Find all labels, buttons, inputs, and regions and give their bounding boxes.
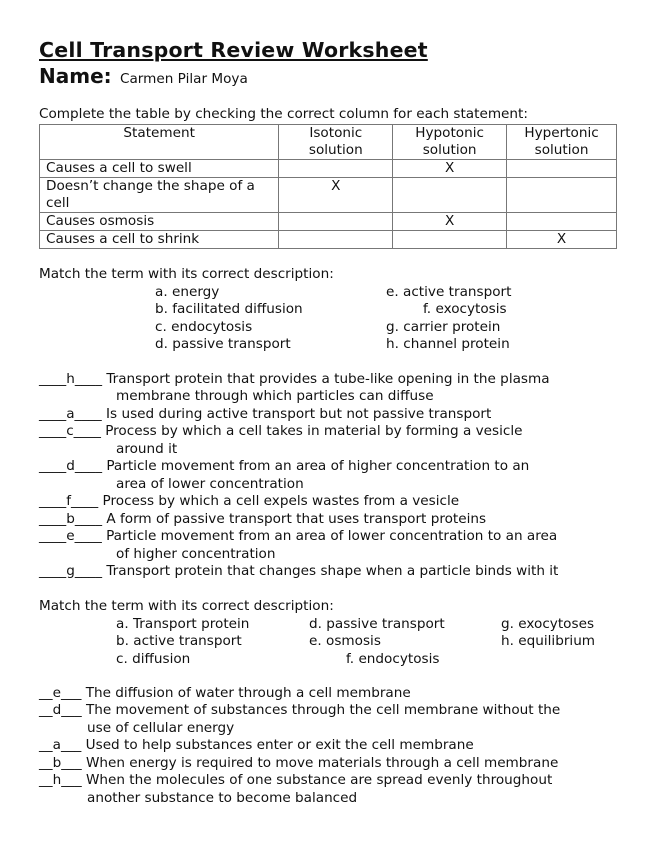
row-statement: Causes a cell to swell <box>40 160 279 178</box>
answer-blank[interactable]: d <box>52 702 62 718</box>
item-text: Is used during active transport but not passive transport <box>106 406 492 422</box>
row-isotonic-mark[interactable] <box>279 231 393 249</box>
item-text: The diffusion of water through a cell membrane <box>85 685 411 701</box>
item-text-continued: area of lower concentration <box>116 476 304 492</box>
item-text-continued: of higher concentration <box>116 546 276 562</box>
table-row <box>40 231 617 249</box>
term-list-item: c. diffusion <box>116 651 191 667</box>
item-text: Particle movement from an area of lower concentration to an area <box>106 528 558 544</box>
part1-instruction: Complete the table by checking the correct column for each statement: <box>39 106 528 122</box>
row-hypertonic-mark[interactable]: X <box>507 231 617 249</box>
list-item: __e___ The diffusion of water through a cell membrane <box>39 685 411 701</box>
term-list-item: c. endocytosis <box>155 319 253 335</box>
row-hypotonic-mark[interactable] <box>393 231 507 249</box>
row-hypertonic-mark[interactable] <box>507 213 617 231</box>
list-item: ____h____ Transport protein that provides a tube-like opening in the plasma <box>39 371 550 387</box>
term-list-item: a. Transport protein <box>116 616 250 632</box>
part3-instruction: Match the term with its correct description: <box>39 598 334 614</box>
header-hypertonic: Hypertonic solution <box>507 125 617 160</box>
row-hypotonic-mark[interactable] <box>393 178 507 213</box>
solution-table <box>39 124 617 249</box>
list-item: ____b____ A form of passive transport that uses transport proteins <box>39 511 487 527</box>
item-text: Particle movement from an area of higher concentration to an <box>106 458 530 474</box>
name-label: Name: <box>39 64 112 88</box>
table-row <box>40 160 617 178</box>
term-list-item: d. passive transport <box>155 336 291 352</box>
table-row <box>40 213 617 231</box>
list-item: ____f____ Process by which a cell expels wastes from a vesicle <box>39 493 460 509</box>
row-hypotonic-mark[interactable]: X <box>393 213 507 231</box>
row-isotonic-mark[interactable] <box>279 213 393 231</box>
answer-blank[interactable]: d <box>66 458 75 474</box>
item-text-continued: around it <box>116 441 178 457</box>
row-hypotonic-mark[interactable]: X <box>393 160 507 178</box>
part2-instruction: Match the term with its correct description: <box>39 266 334 282</box>
row-statement: Doesn’t change the shape of a cell <box>40 178 279 213</box>
list-item: __h___ When the molecules of one substance are spread evenly throughout <box>39 772 553 788</box>
answer-blank[interactable]: h <box>52 772 62 788</box>
row-statement: Causes osmosis <box>40 213 279 231</box>
answer-blank[interactable]: h <box>66 371 75 387</box>
worksheet-title: Cell Transport Review Worksheet <box>39 38 428 62</box>
answer-blank[interactable]: b <box>66 511 75 527</box>
item-text: A form of passive transport that uses transport proteins <box>106 511 487 527</box>
answer-blank[interactable]: a <box>52 737 61 753</box>
term-list-item: f. endocytosis <box>346 651 440 667</box>
header-isotonic: Isotonic solution <box>279 125 393 160</box>
header-hypotonic: Hypotonic solution <box>393 125 507 160</box>
list-item: ____a____ Is used during active transport but not passive transport <box>39 406 492 422</box>
item-text: Transport protein that provides a tube-like opening in the plasma <box>106 371 550 387</box>
student-name: Carmen Pilar Moya <box>119 71 248 87</box>
term-list-item: e. osmosis <box>309 633 381 649</box>
list-item: ____c____ Process by which a cell takes in material by forming a vesicle <box>39 423 523 439</box>
term-list-item: g. exocytoses <box>501 616 595 632</box>
answer-blank[interactable]: e <box>66 528 75 544</box>
list-item: __b___ When energy is required to move materials through a cell membrane <box>39 755 559 771</box>
term-list-item: b. facilitated diffusion <box>155 301 303 317</box>
answer-blank[interactable]: b <box>52 755 62 771</box>
term-list-item: d. passive transport <box>309 616 445 632</box>
row-statement: Causes a cell to shrink <box>40 231 279 249</box>
item-text-continued: use of cellular energy <box>87 720 235 736</box>
item-text: Used to help substances enter or exit the cell membrane <box>85 737 474 753</box>
answer-blank[interactable]: g <box>66 563 75 579</box>
name-row <box>39 64 248 88</box>
row-hypertonic-mark[interactable] <box>507 160 617 178</box>
answer-blank[interactable]: a <box>66 406 75 422</box>
item-text-continued: another substance to become balanced <box>87 790 358 806</box>
term-list-item: h. channel protein <box>386 336 510 352</box>
table-row <box>40 178 617 213</box>
item-text: When the molecules of one substance are spread evenly throughout <box>85 772 553 788</box>
row-isotonic-mark[interactable]: X <box>279 178 393 213</box>
answer-blank[interactable]: c <box>66 423 74 439</box>
term-list-item: a. energy <box>155 284 220 300</box>
list-item: __d___ The movement of substances through the cell membrane without the <box>39 702 561 718</box>
item-text: Transport protein that changes shape when a particle binds with it <box>106 563 559 579</box>
answer-blank[interactable]: f <box>66 493 71 509</box>
term-list-item: b. active transport <box>116 633 242 649</box>
row-hypertonic-mark[interactable] <box>507 178 617 213</box>
item-text: Process by which a cell takes in material by forming a vesicle <box>105 423 523 439</box>
header-statement: Statement <box>40 125 279 160</box>
item-text-continued: membrane through which particles can diffuse <box>116 388 434 404</box>
item-text: Process by which a cell expels wastes from a vesicle <box>102 493 460 509</box>
list-item: ____e____ Particle movement from an area of lower concentration to an area <box>39 528 558 544</box>
term-list-item: g. carrier protein <box>386 319 501 335</box>
row-isotonic-mark[interactable] <box>279 160 393 178</box>
list-item: __a___ Used to help substances enter or exit the cell membrane <box>39 737 474 753</box>
term-list-item: h. equilibrium <box>501 633 596 649</box>
list-item: ____d____ Particle movement from an area of higher concentration to an <box>39 458 530 474</box>
item-text: When energy is required to move materials through a cell membrane <box>85 755 559 771</box>
table-header-row <box>40 125 617 160</box>
item-text: The movement of substances through the cell membrane without the <box>85 702 561 718</box>
term-list-item: f. exocytosis <box>423 301 507 317</box>
list-item: ____g____ Transport protein that changes shape when a particle binds with it <box>39 563 559 579</box>
answer-blank[interactable]: e <box>52 685 61 701</box>
term-list-item: e. active transport <box>386 284 512 300</box>
